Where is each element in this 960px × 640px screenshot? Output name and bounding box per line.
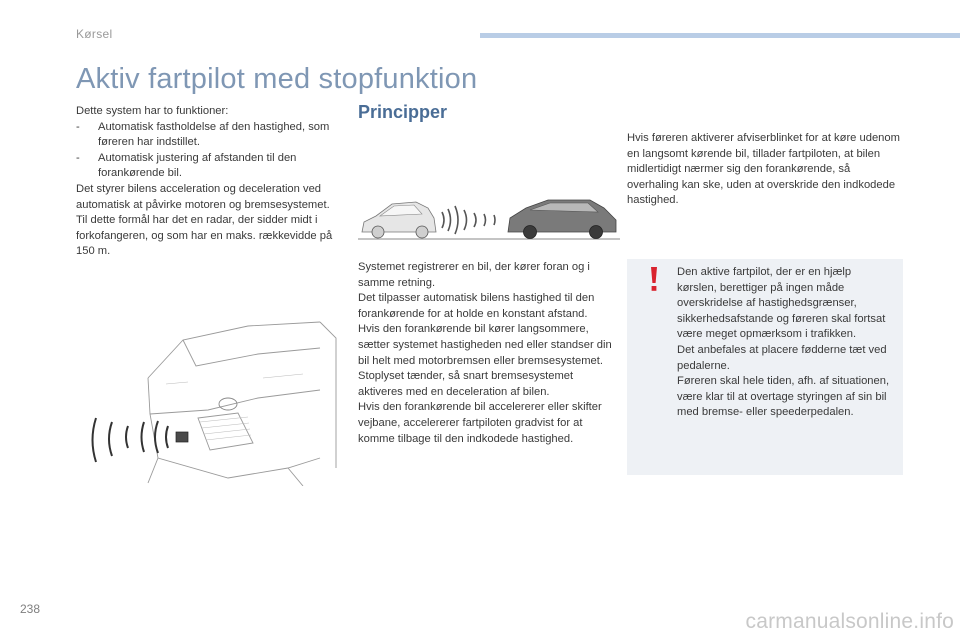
warning-paragraph: Den aktive fartpilot, der er en hjælp kørslen, berettiger på ingen måde overskridelse af hastighedsgrænser, sikkerhedsafstande og føreren skal fortsat være meget opmærksom i trafikken. <box>677 266 886 341</box>
watermark: carmanualsonline.info <box>745 610 954 633</box>
section-heading-principles: Principper <box>358 102 448 122</box>
warning-paragraph: Føreren skal hele tiden, afh. af situationen, være klar til at overtage styringen af sin bil med bremse- eller speederpedalen. <box>677 375 890 419</box>
right-column <box>627 131 902 209</box>
overtaking-paragraph: Hvis føreren aktiverer afviserblinket for at køre udenom en langsomt kørende bil, tillader fartpiloten, at bilen midlertidigt nærmer sig den forankørende, så overhaling kan ske, uden at overskride den indkodede hastighed. <box>627 132 900 207</box>
dash-marker: - <box>76 151 80 164</box>
warning-paragraph: Det anbefales at placere fødderne tæt ved pedalerne. <box>677 343 887 372</box>
intro-list-item <box>76 120 338 151</box>
page-title: Aktiv fartpilot med stopfunktion <box>76 63 478 95</box>
intro-list-item <box>76 151 338 182</box>
principles-paragraph: Hvis den forankørende bil accelererer eller skifter vejbane, accelererer fartpiloten gradvist for at komme tilbage til den indkodede hastighed. <box>358 401 602 445</box>
intro-list-text: Automatisk fastholdelse af den hastighed, som føreren har indstillet. <box>98 120 330 149</box>
header-section-label: Kørsel <box>76 27 113 41</box>
intro-paragraph: Til dette formål har det en radar, der sidder midt i forkofangeren, og som har en maks. rækkevidde på 150 m. <box>76 214 333 258</box>
intro-column <box>76 104 338 260</box>
page-number: 238 <box>20 602 41 616</box>
car-front-radar-illustration <box>88 318 338 486</box>
dash-marker: - <box>76 120 80 133</box>
principles-column <box>358 260 620 447</box>
intro-line: Dette system har to funktioner: <box>76 105 229 117</box>
principles-paragraph: Stoplyset tænder, så snart bremsesystemet aktiveres med en deceleration af bilen. <box>358 370 574 398</box>
header-bar <box>480 33 960 38</box>
principles-paragraph: Hvis den forankørende bil kører langsommere, sætter systemet hastigheden ned eller standser din bil helt med motorbremsen eller bremsesystemet. <box>358 323 612 367</box>
warning-box <box>627 259 903 475</box>
intro-list-text: Automatisk justering af afstanden til den forankørende bil. <box>98 151 297 180</box>
principles-paragraph: Systemet registrerer en bil, der kører foran og i samme retning. <box>358 261 590 289</box>
car-following-illustration <box>358 192 620 242</box>
exclamation-icon <box>647 266 661 292</box>
principles-paragraph: Det tilpasser automatisk bilens hastighed til den forankørende for at holde en konstant afstand. <box>358 292 595 320</box>
intro-paragraph: Det styrer bilens acceleration og deceleration ved automatisk at påvirke motoren og bremsesystemet. <box>76 182 330 211</box>
